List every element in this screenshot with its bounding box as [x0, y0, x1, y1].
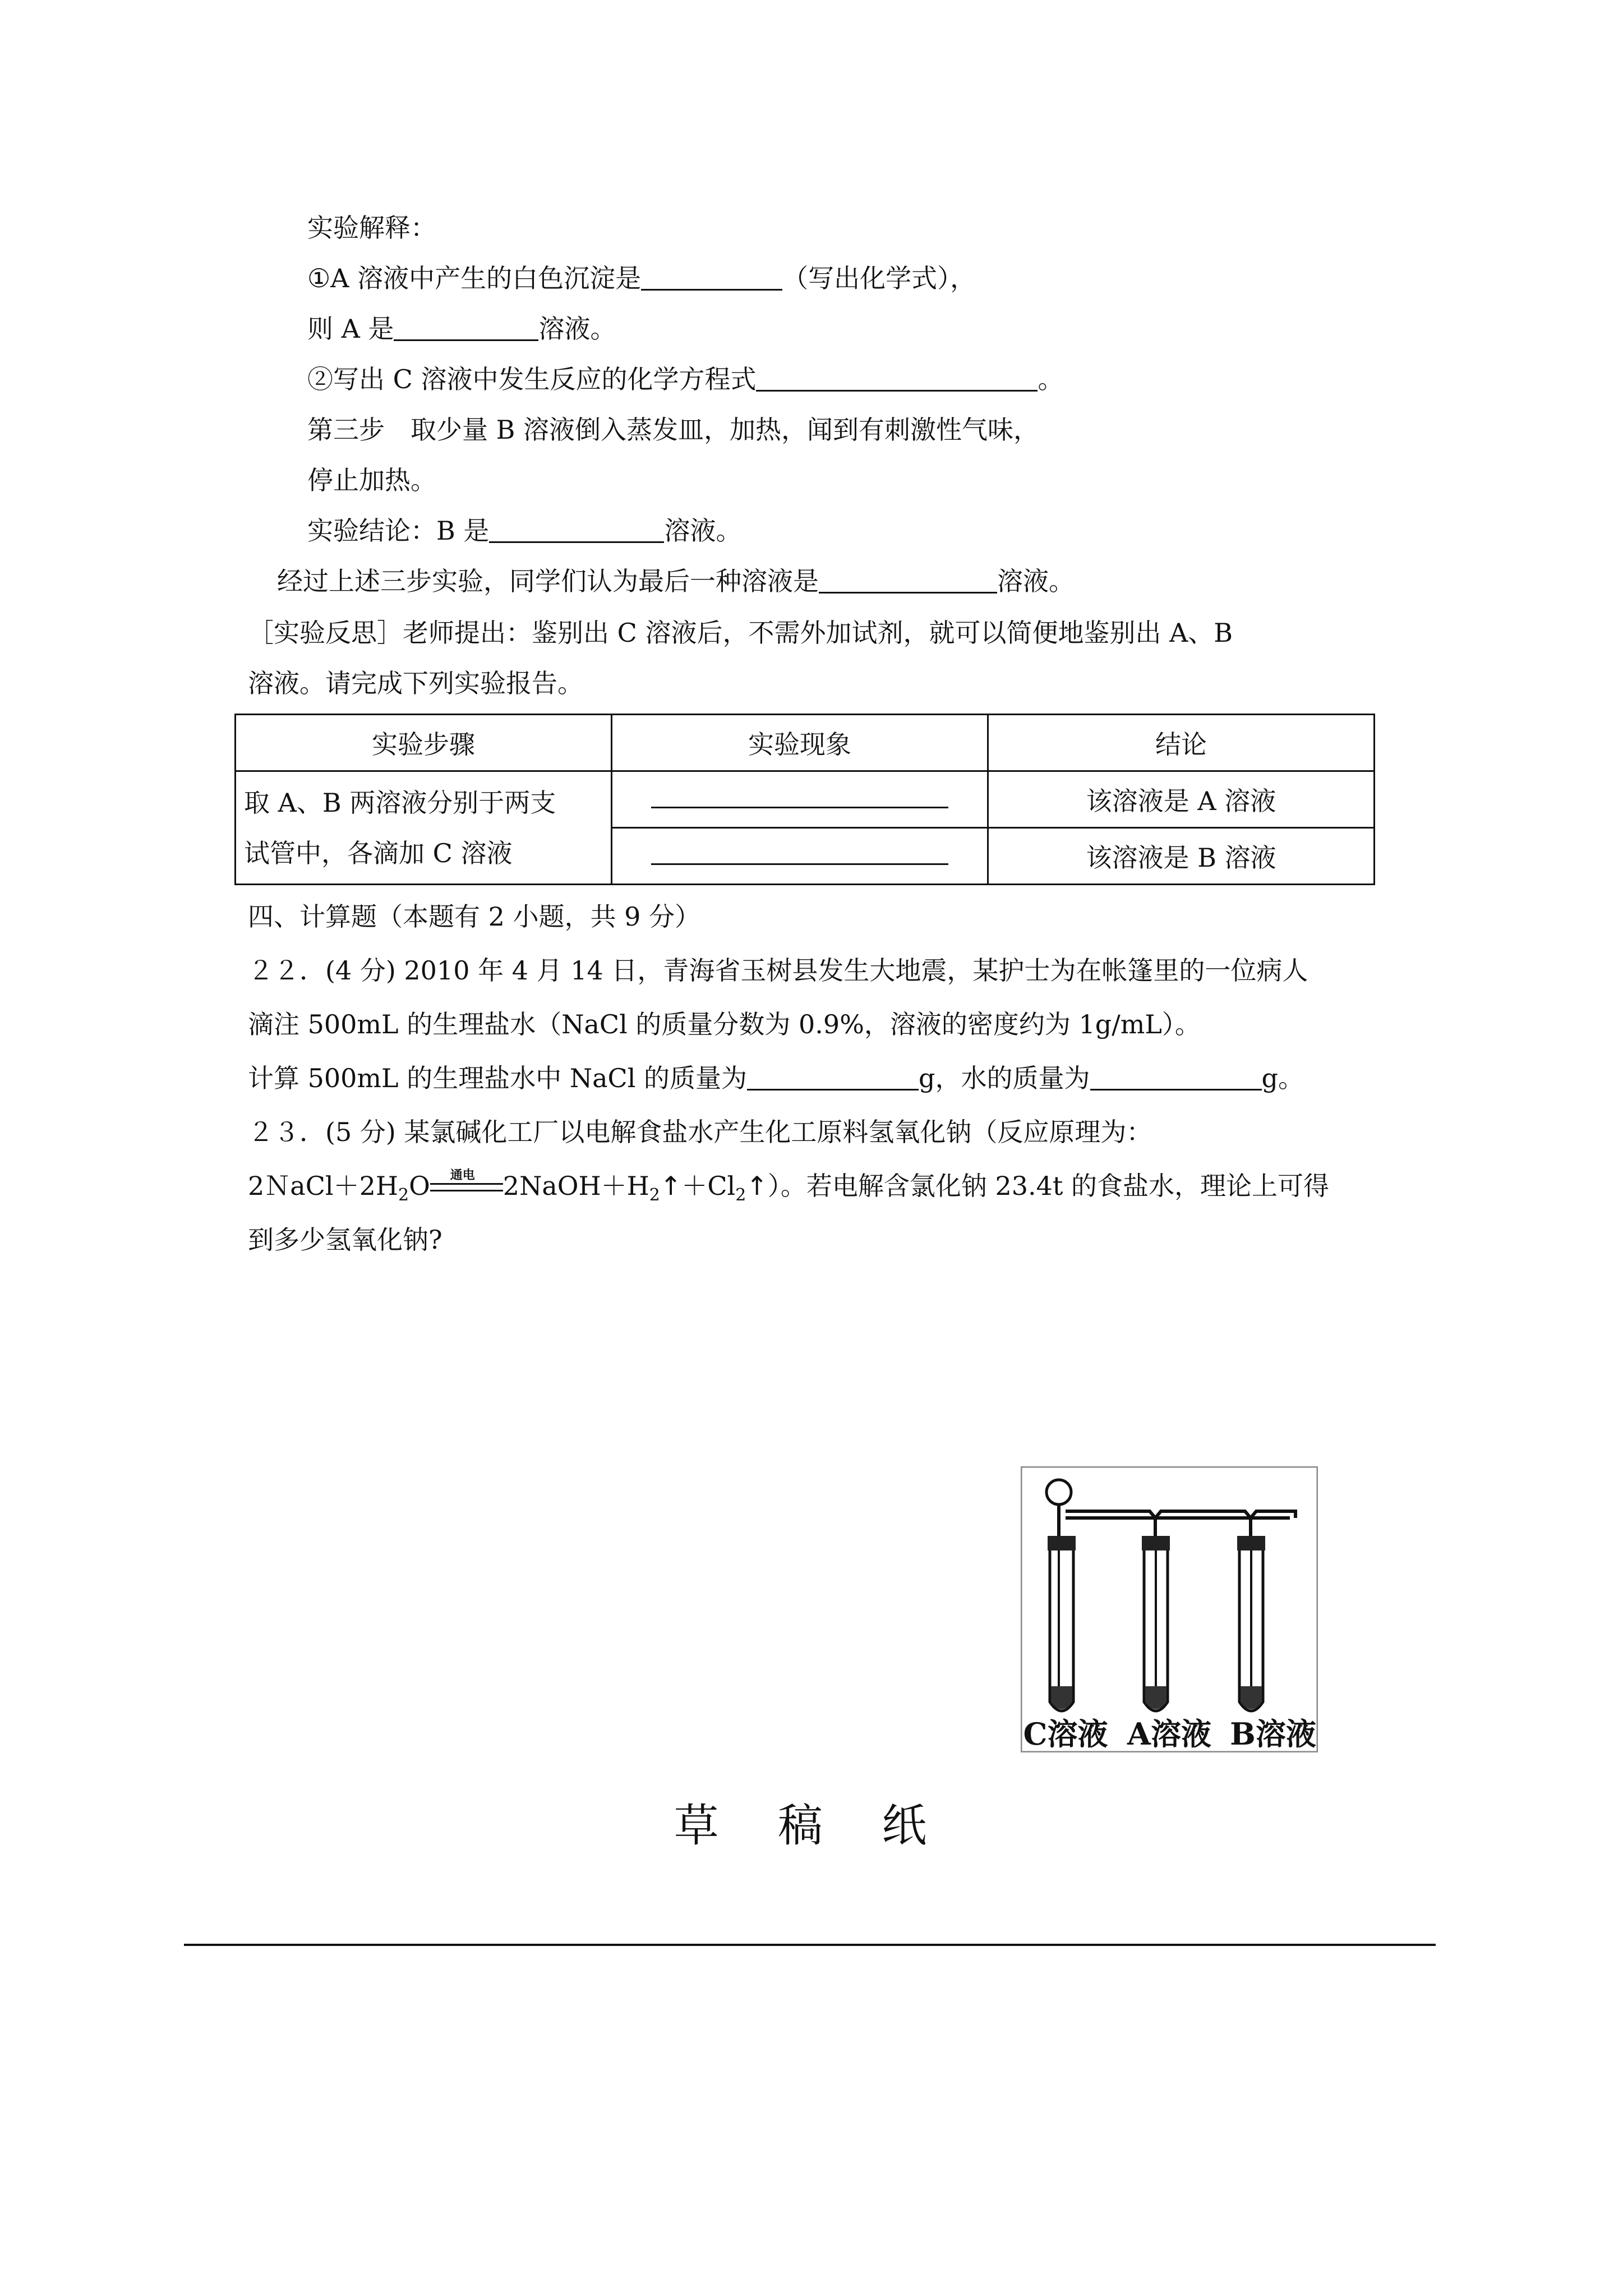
- text-line: 实验结论：B 是 溶液。: [307, 516, 742, 546]
- text-line: 则 A 是 溶液。: [307, 314, 616, 344]
- header-cell: 实验现象: [612, 715, 988, 771]
- answer-blank[interactable]: [756, 365, 1038, 392]
- step-text: 试管中，各滴加 C 溶液: [244, 838, 513, 868]
- gas-arrow-icon: ↑: [660, 1171, 682, 1201]
- text-line: 溶液。请完成下列实验报告。: [248, 668, 583, 698]
- conclusion-cell: 该溶液是 B 溶液: [988, 828, 1375, 885]
- text-line: 到多少氢氧化钠?: [248, 1225, 442, 1255]
- text-line: 第三步 取少量 B 溶液倒入蒸发皿，加热，闻到有刺激性气味，: [307, 415, 1040, 445]
- equation-line: $2NaCl+2H_2O$ 通电 $2NaOH+H_2↑+Cl_2↑$）。若电解含氯化钠 23.4t 的食盐水，理论上可得: [248, 1168, 1330, 1205]
- text-line: ①A 溶液中产生的白色沉淀是 （写出化学式），: [307, 263, 976, 293]
- table-header-row: [236, 715, 1375, 771]
- text-line: 计算 500mL 的生理盐水中 NaCl 的质量为 g，水的质量为 g。: [248, 1063, 1304, 1093]
- text-line: ［实验反思］老师提出：鉴别出 C 溶液后，不需外加试剂，就可以简便地鉴别出 A、B: [248, 618, 1233, 648]
- phenomenon-cell[interactable]: [612, 828, 988, 885]
- step-cell: [236, 771, 612, 885]
- header-cell: 结论: [988, 715, 1375, 771]
- text-line: ２３．(5 分) 某氯碱化工厂以电解食盐水产生化工原料氢氧化钠（反应原理为：: [248, 1117, 1152, 1147]
- text-line: ２２．(4 分) 2010 年 4 月 14 日，青海省玉树县发生大地震，某护士为在帐篷里的一位病人: [248, 955, 1308, 986]
- answer-blank[interactable]: [651, 843, 948, 865]
- text-line: 实验解释：: [307, 213, 436, 243]
- answer-blank[interactable]: [1090, 1064, 1262, 1091]
- divider-line: [184, 1944, 1436, 1946]
- apparatus-figure: [1021, 1466, 1318, 1752]
- text-line: ②写出 C 溶液中发生反应的化学方程式 。: [307, 364, 1064, 394]
- conclusion-cell: 该溶液是 A 溶液: [988, 771, 1375, 828]
- reaction-equals-sign: 通电: [430, 1175, 503, 1201]
- experiment-report-table: [234, 714, 1375, 885]
- text-line: 经过上述三步实验，同学们认为最后一种溶液是 溶液。: [277, 566, 1075, 596]
- answer-blank[interactable]: [819, 567, 997, 593]
- answer-blank[interactable]: [641, 264, 782, 291]
- tube-label-a: A溶液: [1127, 1716, 1211, 1752]
- text-line: 滴注 500mL 的生理盐水（NaCl 的质量分数为 0.9%，溶液的密度约为 1g/mL）。: [248, 1009, 1201, 1039]
- header-cell: 实验步骤: [236, 715, 612, 771]
- gas-arrow-icon: ↑: [746, 1171, 768, 1201]
- answer-blank[interactable]: [651, 786, 948, 808]
- draft-paper-title: 草 稿 纸: [674, 1800, 949, 1852]
- answer-blank[interactable]: [489, 517, 664, 543]
- test-tubes-diagram: [1021, 1466, 1318, 1752]
- phenomenon-cell[interactable]: [612, 771, 988, 828]
- section-heading: 四、计算题（本题有 2 小题，共 9 分）: [248, 901, 701, 932]
- tube-label-b: B溶液: [1230, 1716, 1316, 1752]
- answer-blank[interactable]: [394, 315, 538, 341]
- tube-label-c: C溶液: [1023, 1716, 1108, 1752]
- step-text: 取 A、B 两溶液分别于两支: [244, 787, 556, 818]
- table-row: [236, 771, 1375, 828]
- text-line: 停止加热。: [307, 465, 436, 495]
- answer-blank[interactable]: [747, 1064, 919, 1091]
